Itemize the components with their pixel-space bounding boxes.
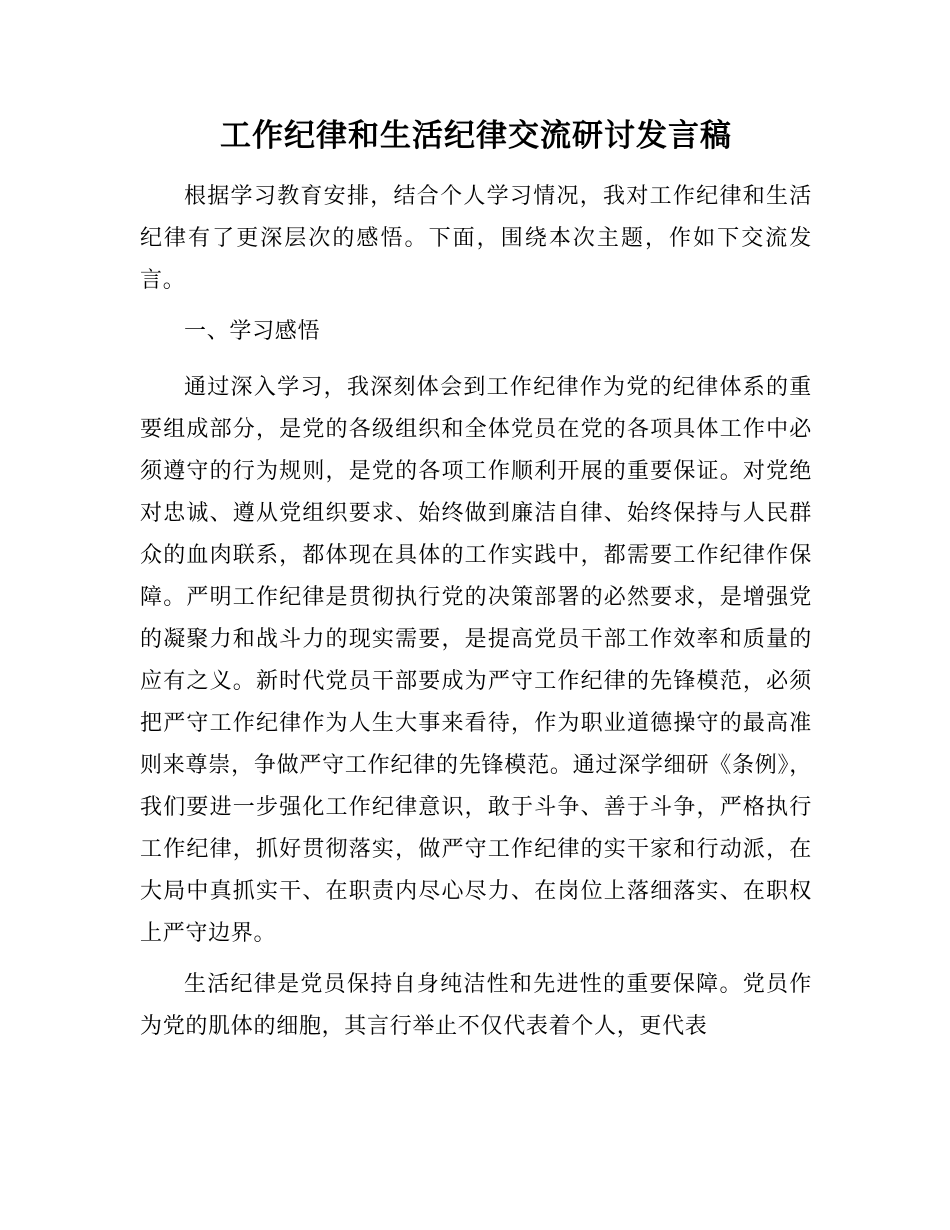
- body-paragraph-work-discipline: 通过深入学习，我深刻体会到工作纪律作为党的纪律体系的重要组成部分，是党的各级组织和全体党员在党的各项具体工作中必须遵守的行为规则，是党的各项工作顺利开展的重要保证。对党绝对忠诚、遵从党组织要求、始终做到廉洁自律、始终保持与人民群众的血肉联系，都体现在具体的工作实践中，都需要工作纪律作保障。严明工作纪律是贯彻执行党的决策部署的必然要求，是增强党的凝聚力和战斗力的现实需要，是提高党员干部工作效率和质量的应有之义。新时代党员干部要成为严守工作纪律的先锋模范，必须把严守工作纪律作为人生大事来看待，作为职业道德操守的最高准则来尊崇，争做严守工作纪律的先锋模范。通过深学细研《条例》，我们要进一步强化工作纪律意识，敢于斗争、善于斗争，严格执行工作纪律，抓好贯彻落实，做严守工作纪律的实干家和行动派，在大局中真抓实干、在职责内尽心尽力、在岗位上落细落实、在职权上严守边界。: [140, 375, 812, 946]
- document-page: [140, 112, 812, 1057]
- section-heading-study-insights: 一、学习感悟: [184, 319, 321, 344]
- body-paragraph-life-discipline: 生活纪律是党员保持自身纯洁性和先进性的重要保障。党员作为党的肌体的细胞，其言行举止不仅代表着个人，更代表: [140, 972, 812, 1039]
- intro-paragraph: 根据学习教育安排，结合个人学习情况，我对工作纪律和生活纪律有了更深层次的感悟。下面，围绕本次主题，作如下交流发言。: [140, 184, 812, 293]
- document-title: 工作纪律和生活纪律交流研讨发言稿: [220, 118, 732, 154]
